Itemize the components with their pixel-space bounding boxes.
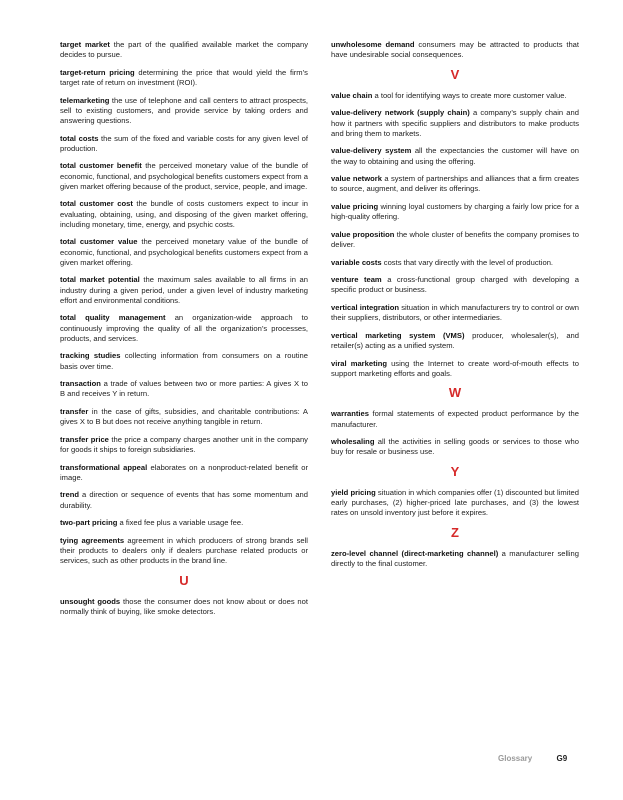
- glossary-definition: a trade of values between two or more parties: A gives X to B and receives Y in return.: [60, 379, 308, 399]
- glossary-definition: an organization-wide approach to continuously improving the quality of all the organization’s processes, products, and services.: [60, 313, 308, 343]
- glossary-term: unsought goods: [60, 596, 121, 606]
- section-letter-u: U: [179, 572, 189, 588]
- glossary-entry: [60, 199, 308, 230]
- glossary-definition: producer, wholesaler(s), and retailer(s) acting as a unified system.: [331, 330, 579, 350]
- glossary-term: two-part pricing: [60, 518, 118, 528]
- glossary-term: target market: [60, 40, 110, 49]
- glossary-definition: consumers may be attracted to products that have undesirable social consequences.: [331, 40, 579, 60]
- glossary-entry: [331, 549, 579, 569]
- glossary-definition: a manufacturer selling directly to the final customer.: [331, 548, 579, 569]
- glossary-definition: collecting information from consumers on a routine basis over time.: [60, 351, 308, 371]
- glossary-entry: [331, 202, 579, 222]
- glossary-definition: the price a company charges another unit in the company for goods it ships to foreign subsidiaries.: [60, 434, 308, 454]
- glossary-term: vertical marketing system (VMS): [331, 330, 465, 340]
- glossary-term: target-return pricing: [60, 67, 135, 77]
- glossary-entry: [331, 275, 579, 295]
- glossary-term: value-delivery network (supply chain): [331, 108, 470, 118]
- glossary-entry: [60, 379, 308, 399]
- glossary-term: vertical integration: [331, 302, 400, 312]
- glossary-entry: [331, 331, 579, 351]
- glossary-entry: [60, 351, 308, 371]
- glossary-definition: the perceived monetary value of the bundle of economic, functional, and psychological benefits customers expect from a given market offering.: [60, 237, 308, 267]
- glossary-entry: [331, 91, 579, 101]
- glossary-definition: the use of telephone and call centers to attract prospects, sell to existing customers, and provide service by taking orders and answering questions.: [60, 95, 308, 125]
- glossary-entry: [60, 237, 308, 268]
- glossary-term: total customer value: [60, 237, 138, 247]
- glossary-entry: [60, 96, 308, 127]
- glossary-definition: all the expectancies the customer will have on the way to obtaining and using the offering.: [331, 146, 579, 166]
- glossary-definition: determining the price that would yield the firm’s target rate of return on investment (ROI).: [60, 67, 308, 87]
- glossary-term: tracking studies: [60, 351, 121, 361]
- glossary-definition: costs that vary directly with the level of production.: [383, 257, 554, 267]
- glossary-entry: [331, 488, 579, 519]
- glossary-term: tying agreements: [60, 535, 125, 545]
- section-letter-w: W: [448, 385, 462, 401]
- glossary-definition: the part of the qualified available market the company decides to pursue.: [60, 40, 308, 60]
- section-letter-v: V: [450, 66, 460, 82]
- glossary-term: zero-level channel (direct-marketing channel): [331, 548, 499, 558]
- glossary-definition: a company’s supply chain and how it partners with specific suppliers and distributors to make products and bring them to markets.: [331, 108, 579, 138]
- glossary-entry: [331, 40, 579, 60]
- glossary-definition: a direction or sequence of events that has some momentum and durability.: [60, 490, 308, 510]
- glossary-definition: agreement in which producers of strong brands sell their products to dealers only if dealers purchase related products or services, such as other products in the brand line.: [60, 535, 308, 566]
- glossary-term: transfer price: [60, 434, 109, 444]
- glossary-definition: a fixed fee plus a variable usage fee.: [119, 518, 244, 528]
- glossary-entry: [60, 313, 308, 344]
- glossary-entry: [60, 407, 308, 427]
- glossary-entry: [60, 536, 308, 567]
- glossary-term: value pricing: [331, 201, 379, 211]
- left-column: [60, 40, 308, 625]
- glossary-entry: [60, 597, 308, 617]
- page-footer: [498, 754, 567, 763]
- glossary-term: total customer benefit: [60, 161, 142, 171]
- glossary-term: value network: [331, 174, 382, 184]
- section-letter-y: Y: [450, 463, 460, 479]
- glossary-term: warranties: [331, 409, 369, 419]
- glossary-definition: the bundle of costs customers expect to incur in evaluating, obtaining, using, and disposing of the given market offering, including monetary, time, energy, and psychic costs.: [60, 199, 308, 229]
- glossary-entry: [331, 409, 579, 429]
- glossary-term: total market potential: [60, 275, 140, 285]
- glossary-entry: [331, 174, 579, 194]
- glossary-definition: formal statements of expected product performance by the manufacturer.: [331, 409, 579, 429]
- glossary-entry: [60, 161, 308, 192]
- glossary-term: value-delivery system: [331, 146, 412, 156]
- glossary-entry: [331, 108, 579, 139]
- glossary-term: value proposition: [331, 229, 395, 239]
- glossary-entry: [60, 68, 308, 88]
- glossary-term: total costs: [60, 133, 99, 143]
- glossary-definition: the sum of the fixed and variable costs for any given level of production.: [60, 133, 308, 153]
- glossary-term: transaction: [60, 379, 101, 389]
- glossary-definition: using the Internet to create word-of-mouth effects to support marketing efforts and goals.: [331, 358, 579, 378]
- glossary-definition: all the activities in selling goods or services to those who buy for resale or business use.: [331, 437, 579, 457]
- glossary-entry: [60, 463, 308, 483]
- glossary-entry: [60, 518, 308, 528]
- glossary-entry: [60, 40, 308, 60]
- glossary-definition: situation in which companies offer (1) discounted but limited early purchases, (2) higher-priced late purchases, and (3) the lowest rates on unsold inventory just before it expires.: [331, 487, 579, 518]
- glossary-definition: the whole cluster of benefits the company promises to deliver.: [331, 229, 579, 249]
- glossary-definition: in the case of gifts, subsidies, and charitable contributions: A gives X to B but does not receive anything tangible in return.: [60, 406, 308, 427]
- section-letter-z: Z: [451, 524, 459, 540]
- glossary-term: wholesaling: [331, 437, 375, 447]
- glossary-entry: [331, 258, 579, 268]
- glossary-entry: [331, 146, 579, 166]
- glossary-definition: those the consumer does not know about or does not normally think of buying, like smoke detectors.: [60, 596, 308, 616]
- glossary-entry: [331, 359, 579, 379]
- footer-section-label: Glossary: [498, 754, 533, 763]
- glossary-definition: a tool for identifying ways to create more customer value.: [374, 90, 567, 100]
- glossary-entry: [60, 490, 308, 510]
- glossary-term: transformational appeal: [60, 462, 148, 472]
- glossary-definition: the perceived monetary value of the bundle of economic, functional, and psychological benefits customers expect from a given market offering because of the product, service, people, and image.: [60, 161, 308, 191]
- glossary-term: total customer cost: [60, 199, 133, 209]
- glossary-entry: [60, 435, 308, 455]
- glossary-term: transfer: [60, 406, 89, 416]
- glossary-term: value chain: [331, 90, 373, 100]
- glossary-entry: [60, 275, 308, 306]
- glossary-term: venture team: [331, 275, 382, 285]
- glossary-entry: [331, 437, 579, 457]
- right-column: [331, 40, 579, 577]
- glossary-definition: winning loyal customers by charging a fairly low price for a high-quality offering.: [331, 201, 579, 222]
- page-number: G9: [556, 754, 568, 763]
- glossary-entry: [331, 230, 579, 250]
- glossary-definition: the maximum sales available to all firms in an industry during a given period, under a given level of industry marketing effort and environmental conditions.: [60, 275, 308, 305]
- glossary-entry: [331, 303, 579, 323]
- glossary-definition: situation in which manufacturers try to control or own their suppliers, distributors, or other intermediaries.: [331, 302, 579, 323]
- glossary-term: total quality management: [60, 313, 166, 323]
- glossary-definition: a system of partnerships and alliances that a firm creates to source, augment, and deliver its offerings.: [331, 174, 579, 194]
- glossary-term: trend: [60, 490, 79, 500]
- glossary-definition: elaborates on a nonproduct-related benefit or image.: [60, 462, 308, 482]
- glossary-term: yield pricing: [331, 487, 376, 497]
- glossary-term: telemarketing: [60, 95, 110, 105]
- glossary-term: unwholesome demand: [331, 40, 415, 49]
- glossary-term: viral marketing: [331, 358, 387, 368]
- glossary-entry: [60, 134, 308, 154]
- glossary-term: variable costs: [331, 257, 382, 267]
- glossary-definition: a cross-functional group charged with developing a specific product or business.: [331, 275, 579, 295]
